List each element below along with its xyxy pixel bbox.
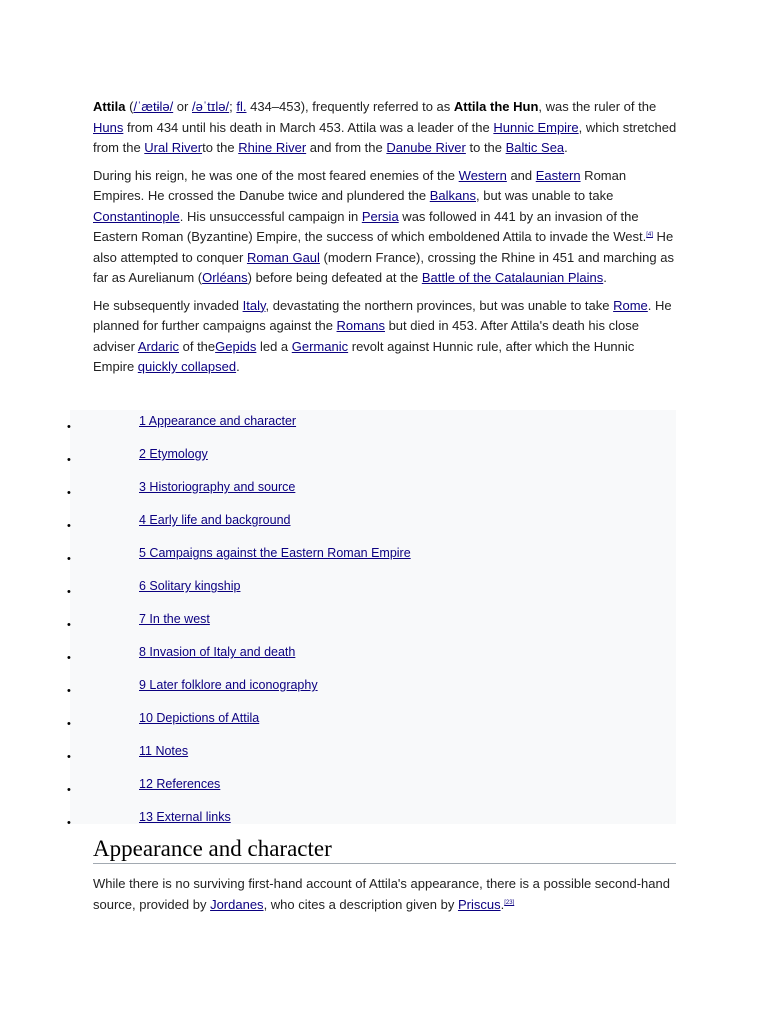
toc-item <box>67 740 676 773</box>
link-ural-river[interactable]: Ural River <box>144 140 203 155</box>
link-danube-river[interactable]: Danube River <box>386 140 466 155</box>
link-eastern[interactable]: Eastern <box>535 167 581 183</box>
ipa-link-2[interactable]: /əˈtɪlə/ <box>191 99 230 114</box>
link-balkans[interactable]: Balkans <box>429 188 476 203</box>
link-baltic-sea[interactable]: Baltic Sea <box>505 140 565 155</box>
link-catalaunian-plains[interactable]: Battle of the Catalaunian Plains <box>421 270 604 285</box>
bullet-icon: • <box>67 421 71 433</box>
link-germanic[interactable]: Germanic <box>291 338 349 354</box>
bullet-icon: • <box>67 619 71 631</box>
table-of-contents <box>67 410 676 829</box>
toc-item <box>67 443 676 476</box>
section-heading: Appearance and character <box>93 835 676 864</box>
toc-item <box>67 773 676 806</box>
link-gepids[interactable]: Gepids <box>215 338 257 354</box>
toc-item <box>67 575 676 608</box>
toc-link[interactable]: 7 In the west <box>139 612 210 626</box>
article-subject: Attila <box>93 99 126 114</box>
link-rhine-river[interactable]: Rhine River <box>238 140 307 155</box>
toc-link[interactable]: 9 Later folklore and iconography <box>139 678 318 692</box>
toc-item <box>67 608 676 641</box>
bullet-icon: • <box>67 586 71 598</box>
link-roman-gaul[interactable]: Roman Gaul <box>246 249 320 265</box>
bullet-icon: • <box>67 685 71 697</box>
section-paragraph: While there is no surviving first-hand account of Attila's appearance, there is a possible second-hand source, provided by Jordanes, who cites a description given by Priscus.[23] <box>93 876 670 912</box>
toc-link[interactable]: 6 Solitary kingship <box>139 579 241 593</box>
link-quickly-collapsed[interactable]: quickly collapsed <box>137 359 237 374</box>
bullet-icon: • <box>67 553 71 565</box>
toc-item <box>67 674 676 707</box>
toc-link[interactable]: 10 Depictions of Attila <box>139 711 260 725</box>
link-orleans[interactable]: Orléans <box>202 270 248 285</box>
ipa-link-1[interactable]: /ˈætɨlə/ <box>133 99 174 114</box>
toc-link[interactable]: 5 Campaigns against the Eastern Roman Empire <box>139 546 411 560</box>
bullet-icon: • <box>67 652 71 664</box>
intro-paragraph-1: Attila (/ˈætɨlə/ or /əˈtɪlə/; fl. 434–453), frequently referred to as Attila the Hun, was the ruler of the Huns from 434 until his death in March 453. Attila was a leader of the Hunnic Empire, which stretched from the Ural Riverto the Rhine River and from the Danube River to the Baltic Sea. <box>93 99 677 155</box>
toc-link[interactable]: 13 External links <box>139 810 231 824</box>
toc-item <box>67 410 676 443</box>
toc-item <box>67 542 676 575</box>
toc-link[interactable]: 3 Historiography and source <box>139 480 296 494</box>
epithet: Attila the Hun <box>453 99 539 114</box>
link-romans[interactable]: Romans <box>336 318 385 333</box>
link-rome[interactable]: Rome <box>613 297 648 313</box>
article-intro <box>93 97 677 385</box>
intro-paragraph-3: He subsequently invaded Italy, devastating the northern provinces, but was unable to take Rome. He planned for further campaigns against the Romans but died in 453. After Attila's death his close adviser Ardaric of theGepids led a Germanic revolt against Hunnic rule, after which the Hunnic Empire quickly collapsed. <box>93 297 672 374</box>
floruit-link[interactable]: fl. <box>236 99 247 114</box>
toc-item <box>67 641 676 674</box>
link-western[interactable]: Western <box>458 167 507 183</box>
link-italy[interactable]: Italy <box>242 297 266 313</box>
bullet-icon: • <box>67 718 71 730</box>
link-constantinople[interactable]: Constantinople <box>93 208 180 224</box>
bullet-icon: • <box>67 784 71 796</box>
link-hunnic-empire[interactable]: Hunnic Empire <box>493 119 579 135</box>
link-jordanes[interactable]: Jordanes <box>210 897 264 912</box>
reference-link-4[interactable]: [4] <box>646 232 653 238</box>
bullet-icon: • <box>67 520 71 532</box>
reference-link-23[interactable]: [23] <box>504 900 515 906</box>
link-ardaric[interactable]: Ardaric <box>137 338 179 354</box>
link-priscus[interactable]: Priscus <box>457 897 501 912</box>
bullet-icon: • <box>67 487 71 499</box>
toc-item <box>67 509 676 542</box>
toc-item <box>67 707 676 740</box>
toc-item <box>67 476 676 509</box>
toc-link[interactable]: 12 References <box>139 777 221 791</box>
bullet-icon: • <box>67 817 71 829</box>
toc-link[interactable]: 4 Early life and background <box>139 513 291 527</box>
toc-link[interactable]: 11 Notes <box>139 744 189 758</box>
link-persia[interactable]: Persia <box>361 208 399 224</box>
toc-link[interactable]: 1 Appearance and character <box>139 414 297 428</box>
intro-paragraph-2: During his reign, he was one of the most feared enemies of the Western and Eastern Roman Empires. He crossed the Danube twice and plundered the Balkans, but was unable to take Constantinople. His unsuccessful campaign in Persia was followed in 441 by an invasion of the Eastern Roman (Byzantine) Empire, the success of which emboldened Attila to invade the West.[4] He also attempted to conquer Roman Gaul (modern France), crossing the Rhine in 451 and marching as far as Aurelianum (Orléans) before being defeated at the Battle of the Catalaunian Plains. <box>93 167 674 285</box>
bullet-icon: • <box>67 454 71 466</box>
bullet-icon: • <box>67 751 71 763</box>
toc-link[interactable]: 8 Invasion of Italy and death <box>139 645 296 659</box>
toc-link[interactable]: 2 Etymology <box>139 447 208 461</box>
section-body <box>93 873 677 922</box>
link-huns[interactable]: Huns <box>93 119 124 135</box>
